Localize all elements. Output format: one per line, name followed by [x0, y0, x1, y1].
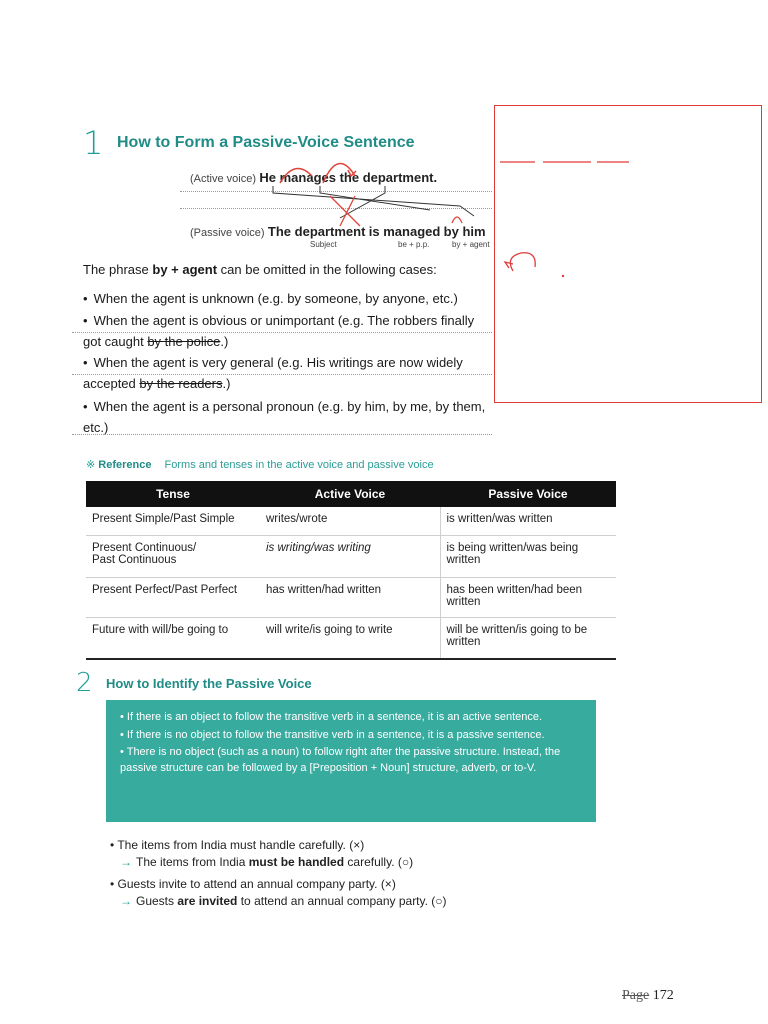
label-subject: Subject — [310, 240, 337, 249]
omit-intro — [83, 262, 437, 277]
table-cell: Present Continuous/ Past Continuous — [86, 535, 260, 577]
passive-agent: by him — [443, 224, 486, 239]
table-header: Active Voice — [260, 481, 440, 507]
reference-table — [86, 481, 616, 660]
active-voice-tag: (Active voice) — [190, 173, 257, 185]
table-row — [86, 507, 616, 535]
table-cell: will write/is going to write — [260, 617, 440, 659]
table-row — [86, 577, 616, 617]
label-be-pp: be + p.p. — [398, 240, 430, 249]
page-number-value: 172 — [652, 988, 674, 1003]
example-right-text: carefully. (○) — [344, 855, 414, 869]
reference-description: Forms and tenses in the active voice and passive voice — [164, 459, 434, 471]
table-cell: is writing/was writing — [260, 535, 440, 577]
page-number — [622, 988, 674, 1004]
table-row — [86, 535, 616, 577]
bullet-text: When the agent is unknown (e.g. by someone, by anyone, etc.) — [93, 291, 458, 306]
rule-item: • If there is an object to follow the transitive verb in a sentence, it is an active sentence. — [120, 710, 582, 726]
reference-mark: ※ — [86, 459, 96, 471]
passive-verb: is managed — [368, 224, 441, 239]
section-number-1: 1 — [83, 124, 104, 162]
struck-text: by the readers — [139, 376, 223, 391]
divider — [72, 332, 492, 333]
rule-item: • There is no object (such as a noun) to follow right after the passive structure. Instead, the passive structure can be followed by a [Preposition + Noun] structure, adverb, or to-V. — [120, 745, 582, 776]
omit-intro-phrase: by + agent — [152, 262, 218, 277]
divider — [72, 434, 492, 435]
example-right-text: to attend an annual company party. (○) — [237, 894, 447, 908]
red-loop-annotation — [452, 217, 462, 223]
active-voice-sentence: He manages the department. — [259, 170, 438, 185]
page-label: Page — [622, 988, 650, 1003]
bullet-text: When the agent is very general (e.g. His writings are now widely accepted — [83, 355, 463, 391]
table-cell: is written/was written — [440, 507, 616, 535]
reference-line — [86, 458, 434, 471]
annotation-curl — [510, 253, 535, 271]
bullet-text: When the agent is a personal pronoun (e.g. by him, by me, by them, etc.) — [83, 399, 486, 435]
table-cell: has been written/had been written — [440, 577, 616, 617]
list-item: • When the agent is obvious or unimportant (e.g. The robbers finally got caught by the police.) — [83, 313, 475, 349]
list-item: • When the agent is very general (e.g. His writings are now widely accepted by the readers.) — [83, 355, 463, 391]
omit-intro-text: The phrase — [83, 262, 153, 277]
bullet-text: .) — [222, 376, 231, 391]
passive-subject: The department — [267, 224, 366, 239]
list-item: • When the agent is a personal pronoun (e.g. by him, by me, by them, etc.) — [83, 399, 486, 435]
annotation-dot — [562, 275, 564, 277]
bullet-text: When the agent is obvious or unimportant (e.g. The robbers finally got caught — [83, 313, 475, 349]
table-header-row — [86, 481, 616, 507]
section-title-2: How to Identify the Passive Voice — [106, 676, 312, 691]
section-title-1: How to Form a Passive-Voice Sentence — [117, 134, 415, 151]
table-cell: has written/had written — [260, 577, 440, 617]
table-cell: will be written/is going to be written — [440, 617, 616, 659]
example-wrong: • The items from India must handle carefully. (×) — [110, 838, 365, 852]
example-wrong-text: The items from India must handle carefully. (×) — [117, 838, 365, 852]
section-number-2: 2 — [76, 668, 93, 698]
example-right-text: Guests — [136, 894, 178, 908]
example-wrong: • Guests invite to attend an annual company party. (×) — [110, 877, 396, 891]
passive-voice-tag: (Passive voice) — [190, 227, 265, 239]
red-arrow — [280, 168, 312, 183]
annotation-box — [494, 105, 762, 403]
example-right-highlight: are invited — [177, 894, 238, 908]
example-right: → Guests are invited to attend an annual company party. (○) — [120, 894, 447, 908]
divider — [72, 374, 492, 375]
struck-text: by the police — [147, 334, 221, 349]
rules-box — [106, 700, 596, 822]
transformation-arrows-diagram — [180, 148, 494, 228]
handwritten-marks — [495, 106, 761, 402]
table-header: Passive Voice — [440, 481, 616, 507]
table-header: Tense — [86, 481, 260, 507]
example-right: → The items from India must be handled carefully. (○) — [120, 855, 414, 869]
omit-intro-text: can be omitted in the following cases: — [217, 262, 437, 277]
table-row — [86, 617, 616, 659]
bullet-text: .) — [220, 334, 229, 349]
reference-label: Reference — [98, 459, 152, 471]
example-right-text: The items from India — [136, 855, 249, 869]
table-cell: is being written/was being written — [440, 535, 616, 577]
example-right-highlight: must be handled — [248, 855, 345, 869]
example-wrong-text: Guests invite to attend an annual company party. (×) — [117, 877, 396, 891]
red-cross-annotation — [330, 196, 360, 226]
label-agent: by + agent — [452, 240, 490, 249]
passive-voice-example — [190, 224, 486, 239]
table-cell: Present Simple/Past Simple — [86, 507, 260, 535]
table-cell: Future with will/be going to — [86, 617, 260, 659]
rule-item: • If there is no object to follow the transitive verb in a sentence, it is a passive sentence. — [120, 728, 582, 744]
list-item: • When the agent is unknown (e.g. by someone, by anyone, etc.) — [83, 291, 458, 306]
table-cell: writes/wrote — [260, 507, 440, 535]
table-cell: Present Perfect/Past Perfect — [86, 577, 260, 617]
